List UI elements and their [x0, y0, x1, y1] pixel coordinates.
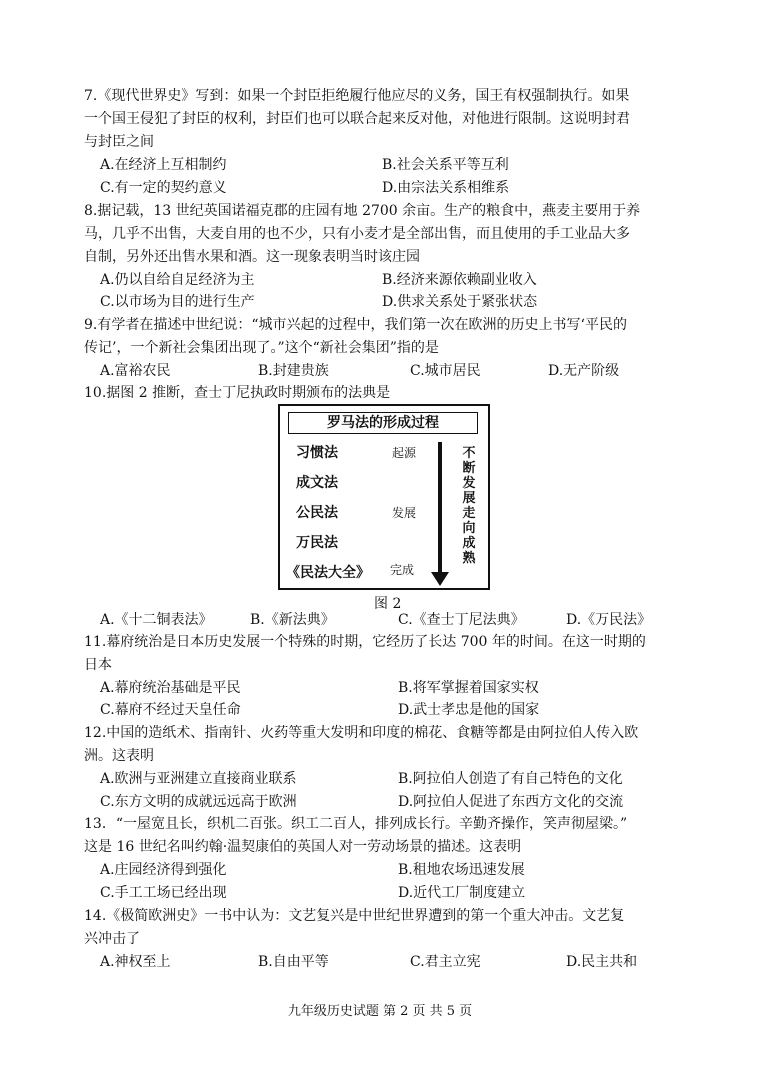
diagram-arrow-shaft — [438, 442, 442, 574]
vertical-char: 不 — [462, 446, 476, 461]
diagram-law-civil: 公民法 — [296, 505, 338, 521]
q14-option-c: C.君主立宪 — [410, 954, 481, 970]
vertical-char: 断 — [462, 461, 476, 476]
q9-option-b: B.封建贵族 — [258, 363, 329, 379]
q14-stem-line-1: 14.《极简欧洲史》一书中认为：文艺复兴是中世纪世界遭到的第一个重大冲击。文艺复 — [84, 908, 625, 924]
q9-stem-line-2: 传记’，一个新社会集团出现了。”这个“新社会集团”指的是 — [84, 340, 439, 356]
q13-option-c: C.手工工场已经出现 — [100, 885, 227, 901]
q8-stem-line-2: 马，几乎不出售，大麦自用的也不少，只有小麦才是全部出售，而且使用的手工业品大多 — [84, 226, 630, 242]
q11-option-b: B.将军掌握着国家实权 — [398, 680, 539, 696]
diagram-law-written: 成文法 — [296, 475, 338, 491]
q10-option-a: A.《十二铜表法》 — [100, 612, 213, 628]
vertical-char: 成 — [462, 536, 476, 551]
q8-option-a: A.仍以自给自足经济为主 — [100, 272, 255, 288]
q13-option-b: B.租地农场迅速发展 — [398, 862, 525, 878]
q14-option-a: A.神权至上 — [100, 954, 171, 970]
vertical-char: 发 — [462, 476, 476, 491]
q7-option-a: A.在经济上互相制约 — [100, 157, 227, 173]
diagram-law-corpus: 《民法大全》 — [286, 565, 370, 581]
q8-option-c: C.以市场为目的进行生产 — [100, 294, 255, 310]
q8-stem-line-3: 自制，另外还出售水果和酒。这一现象表明当时该庄园 — [84, 249, 420, 265]
diagram-law-customary: 习惯法 — [296, 445, 338, 461]
q14-option-b: B.自由平等 — [258, 954, 329, 970]
q12-option-d: D.阿拉伯人促进了东西方文化的交流 — [398, 794, 624, 810]
q8-option-d: D.供求关系处于紧张状态 — [382, 294, 538, 310]
q12-option-b: B.阿拉伯人创造了有自己特色的文化 — [398, 771, 623, 787]
q10-option-c: C.《查士丁尼法典》 — [398, 612, 525, 628]
q10-option-d: D.《万民法》 — [566, 612, 652, 628]
q12-option-a: A.欧洲与亚洲建立直接商业联系 — [100, 771, 297, 787]
q13-stem-line-1: 13．“一屋宽且长，织机二百张。织工二百人，排列成长行。辛勤齐操作，笑声彻屋梁。” — [84, 816, 628, 832]
q9-option-a: A.富裕农民 — [100, 363, 171, 379]
q13-option-d: D.近代工厂制度建立 — [398, 885, 526, 901]
q9-option-d: D.无产阶级 — [548, 363, 620, 379]
q7-stem-line-2: 一个国王侵犯了封臣的权利，封臣们也可以联合起来反对他，对他进行限制。这说明封君 — [84, 111, 630, 127]
q12-stem-line-2: 洲。这表明 — [84, 748, 154, 764]
figure-caption: 图 2 — [374, 596, 402, 612]
q13-option-a: A.庄园经济得到强化 — [100, 862, 227, 878]
q7-stem-line-1: 7.《现代世界史》写到：如果一个封臣拒绝履行他应尽的义务，国王有权强制执行。如果 — [84, 88, 630, 104]
q11-option-d: D.武士孝忠是他的国家 — [398, 702, 540, 718]
q10-stem-line-1: 10.据图 2 推断，查士丁尼执政时期颁布的法典是 — [84, 385, 391, 401]
q13-stem-line-2: 这是 16 世纪名叫约翰·温契康伯的英国人对一劳动场景的描述。这表明 — [84, 839, 522, 855]
q10-option-b: B.《新法典》 — [250, 612, 335, 628]
q11-option-a: A.幕府统治基础是平民 — [100, 680, 241, 696]
q8-stem-line-1: 8.据记载，13 世纪英国诺福克郡的庄园有地 2700 余亩。生产的粮食中，燕麦主要用于养 — [84, 203, 641, 219]
page-footer: 九年级历史试题 第 2 页 共 5 页 — [287, 1004, 473, 1019]
diagram-stage-development: 发展 — [392, 506, 417, 520]
q11-stem-line-1: 11.幕府统治是日本历史发展一个特殊的时期，它经历了长达 700 年的时间。在这一时期的 — [84, 634, 646, 650]
q12-option-c: C.东方文明的成就远远高于欧洲 — [100, 794, 297, 810]
q12-stem-line-1: 12.中国的造纸术、指南针、火药等重大发明和印度的棉花、食糖等都是由阿拉伯人传入欧 — [84, 725, 639, 741]
q11-option-c: C.幕府不经过天皇任命 — [100, 702, 241, 718]
vertical-char: 向 — [462, 521, 476, 536]
q7-option-d: D.由宗法关系相维系 — [382, 180, 510, 196]
vertical-char: 展 — [462, 491, 476, 506]
q9-stem-line-1: 9.有学者在描述中世纪说：“城市兴起的过程中，我们第一次在欧洲的历史上书写‘平民的 — [84, 317, 627, 333]
q7-option-b: B.社会关系平等互利 — [382, 157, 509, 173]
diagram-law-gentium: 万民法 — [296, 535, 338, 551]
vertical-char: 走 — [462, 506, 476, 521]
q7-stem-line-3: 与封臣之间 — [84, 134, 154, 150]
q8-option-b: B.经济来源依赖副业收入 — [382, 272, 537, 288]
q14-stem-line-2: 兴冲击了 — [84, 931, 140, 947]
diagram-vertical-text — [460, 446, 478, 566]
vertical-char: 熟 — [462, 551, 476, 566]
q11-stem-line-2: 日本 — [84, 657, 112, 673]
roman-law-diagram — [278, 404, 490, 590]
q7-option-c: C.有一定的契约意义 — [100, 180, 227, 196]
q9-option-c: C.城市居民 — [410, 363, 481, 379]
diagram-title: 罗马法的形成过程 — [288, 412, 478, 434]
q14-option-d: D.民主共和 — [566, 954, 638, 970]
diagram-stage-completion: 完成 — [390, 563, 415, 577]
down-arrow-icon — [431, 572, 449, 586]
diagram-stage-origin: 起源 — [392, 446, 417, 460]
